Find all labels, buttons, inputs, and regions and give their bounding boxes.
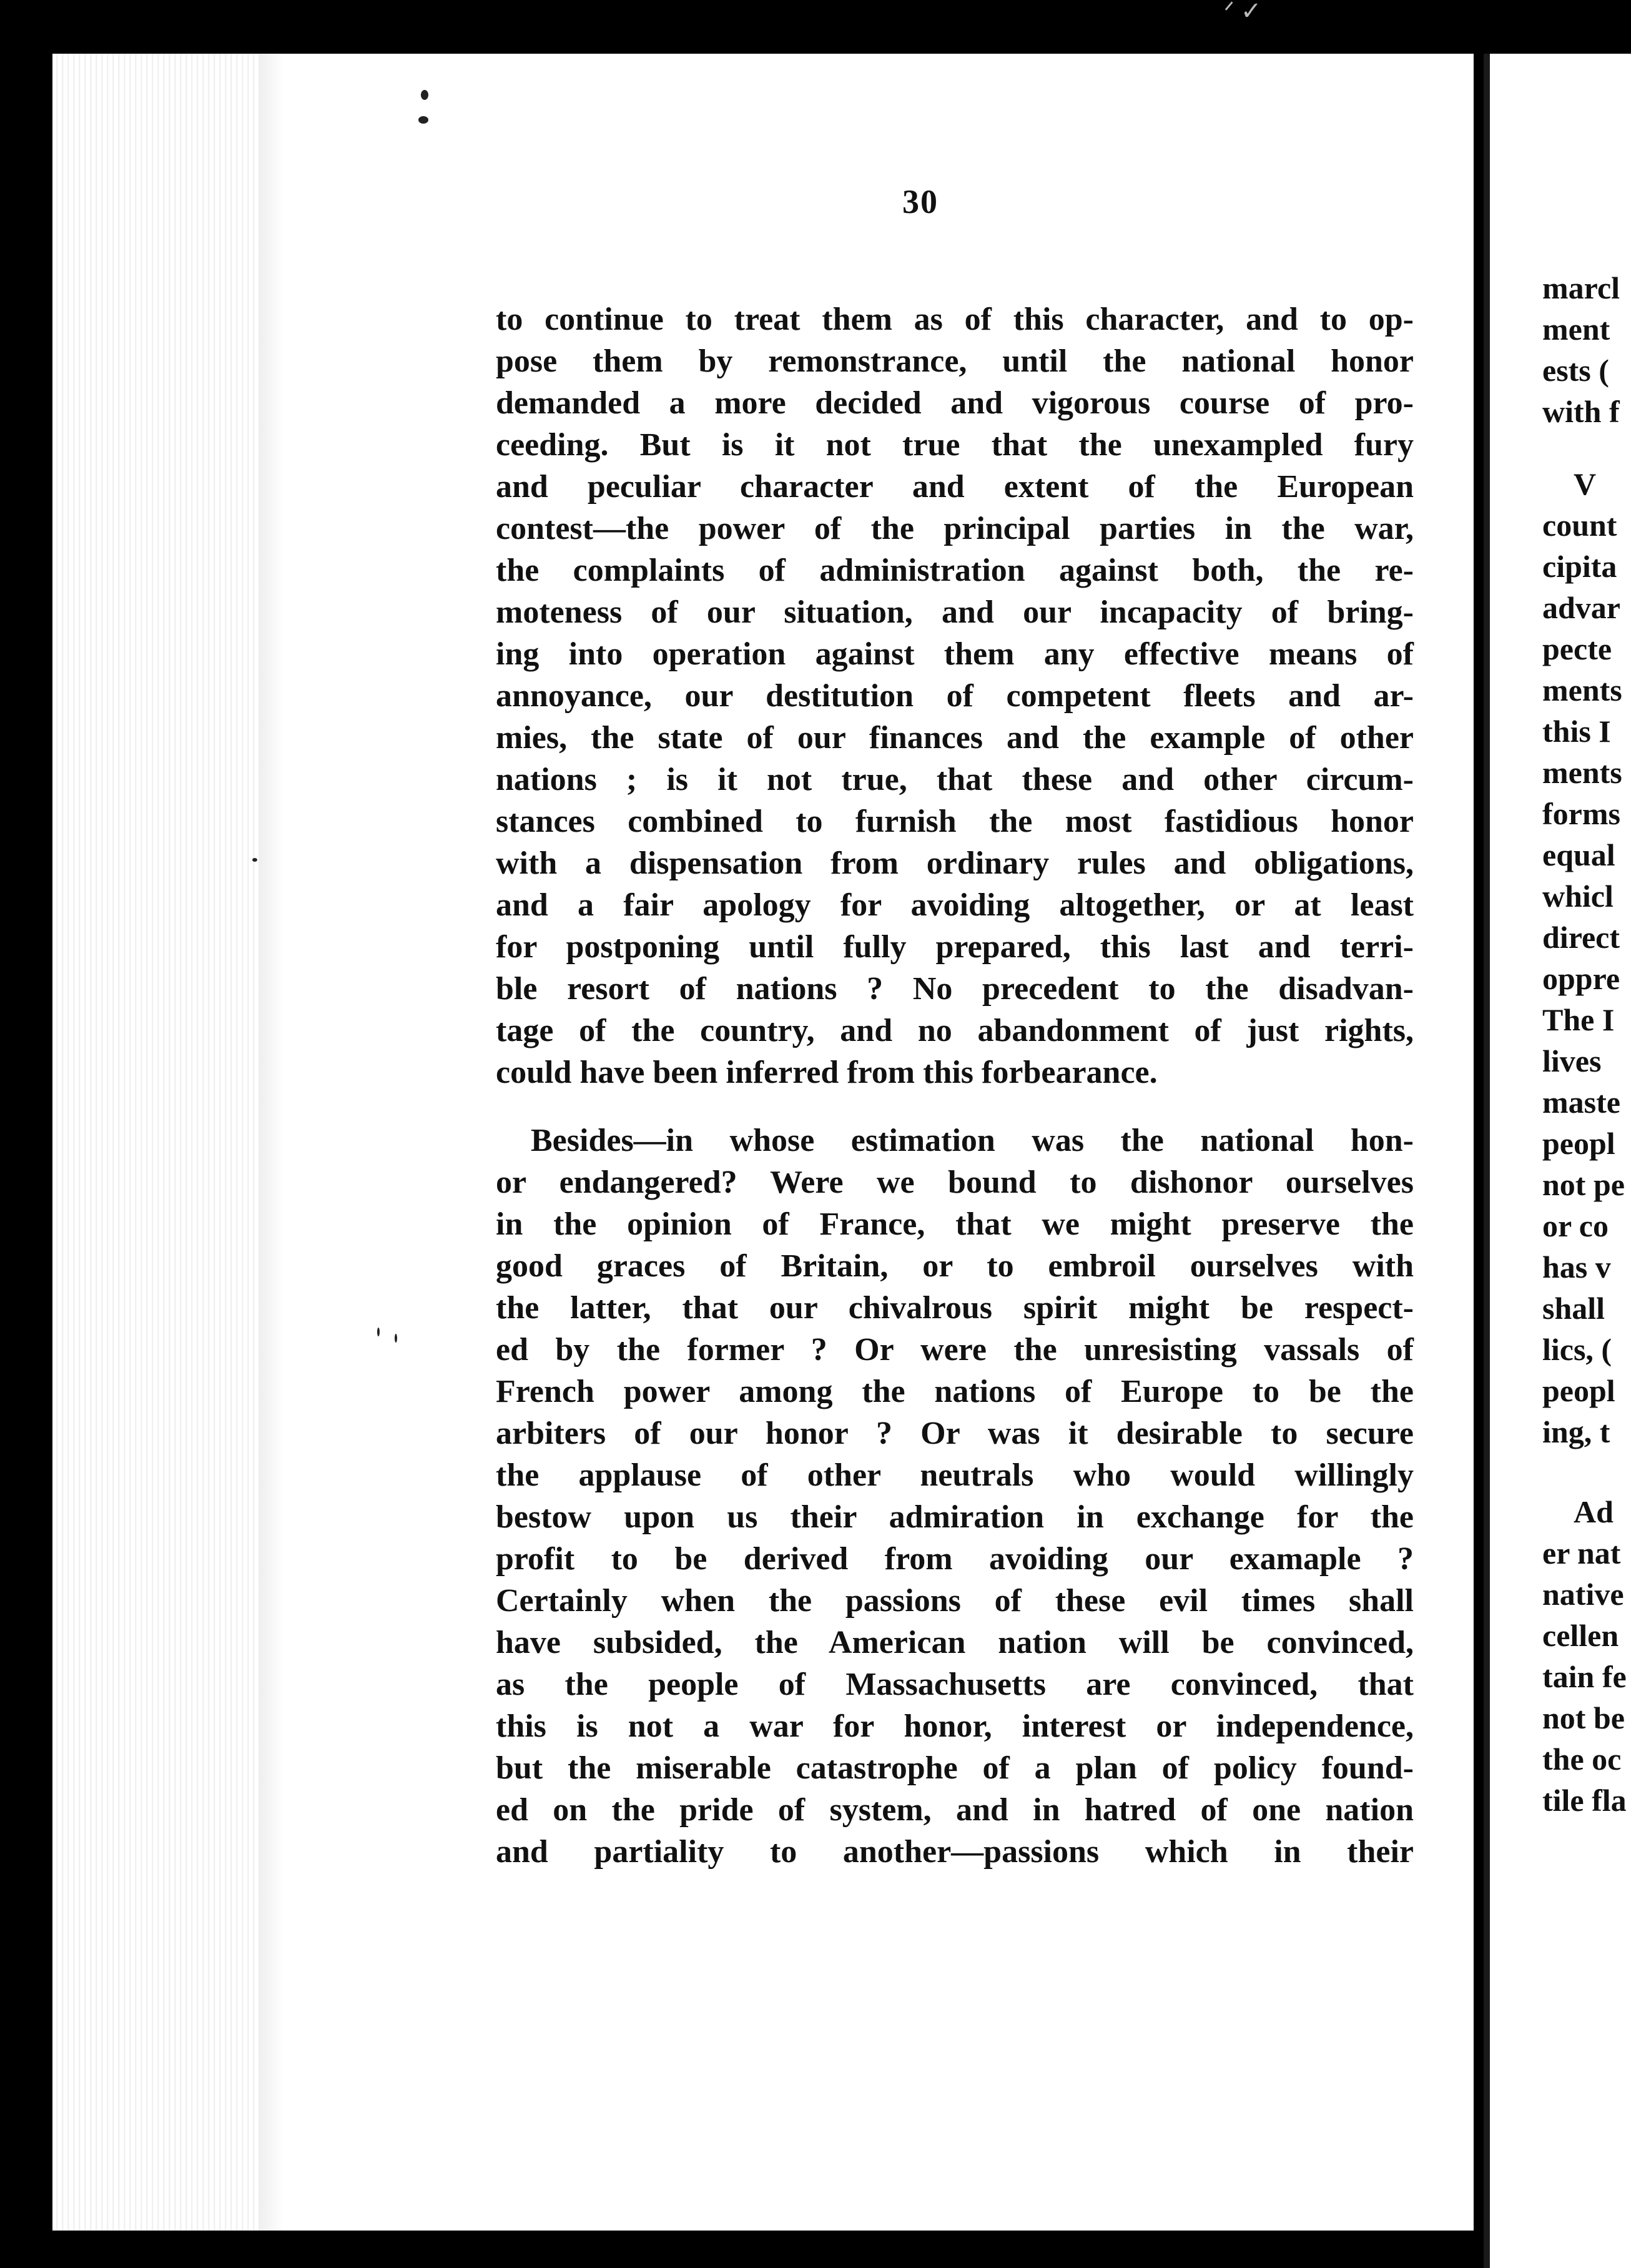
facing-line: lives	[1542, 1043, 1602, 1078]
facing-block-3	[1542, 1491, 1627, 1821]
text-line: and peculiar character and extent of the European	[496, 469, 1414, 505]
text-line: and partiality to another—passions which in their	[496, 1834, 1414, 1870]
ink-speck	[421, 90, 428, 100]
facing-line: ments	[1542, 755, 1622, 790]
facing-line: equal	[1542, 837, 1615, 872]
facing-line: advar	[1542, 590, 1620, 625]
text-line: or endangered? Were we bound to dishonor ourselves	[496, 1165, 1414, 1200]
facing-line: oppre	[1542, 961, 1620, 996]
text-line: stances combined to furnish the most fastidious honor	[496, 804, 1414, 839]
facing-line: The I	[1542, 1002, 1615, 1037]
facing-line: whicl	[1542, 879, 1614, 914]
ink-speck	[252, 858, 257, 862]
facing-line: ment	[1542, 312, 1610, 347]
text-line: demanded a more decided and vigorous course of pro-	[496, 385, 1414, 421]
page-number: 30	[902, 183, 939, 220]
text-line: the complaints of administration against both, the re-	[496, 553, 1414, 588]
scan-top-mark: ᐟ ✓	[1224, 0, 1262, 25]
facing-line: not be	[1542, 1700, 1625, 1735]
facing-line: native	[1542, 1577, 1624, 1612]
facing-line: V	[1574, 466, 1597, 501]
facing-line: shall	[1542, 1291, 1605, 1326]
page-edges	[52, 54, 265, 2231]
paragraph-gap	[496, 1093, 1414, 1120]
facing-page	[1484, 54, 1631, 2268]
text-line: to continue to treat them as of this character, and to op-	[496, 302, 1414, 337]
facing-block-1	[1542, 267, 1620, 432]
text-line: for postponing until fully prepared, this last and terri-	[496, 929, 1414, 965]
text-line: as the people of Massachusetts are convinced, that	[496, 1667, 1414, 1702]
facing-line: peopl	[1542, 1126, 1615, 1161]
text-line: French power among the nations of Europe to be the	[496, 1374, 1414, 1409]
text-line: mies, the state of our finances and the example of other	[496, 720, 1414, 756]
facing-line: cellen	[1542, 1618, 1619, 1653]
text-line: profit to be derived from avoiding our examaple ?	[496, 1541, 1414, 1577]
text-line: this is not a war for honor, interest or independence,	[496, 1708, 1414, 1744]
text-line: bestow upon us their admiration in exchange for the	[496, 1499, 1414, 1535]
facing-line: ing, t	[1542, 1414, 1610, 1449]
facing-line: ests (	[1542, 353, 1609, 388]
facing-line: count	[1542, 508, 1617, 543]
text-line: but the miserable catastrophe of a plan of policy found-	[496, 1750, 1414, 1786]
facing-line: tain fe	[1542, 1659, 1627, 1694]
page-edge-highlight	[259, 54, 283, 2231]
text-line: contest—the power of the principal parties in the war,	[496, 511, 1414, 546]
paragraph-2	[496, 1120, 1414, 1873]
facing-page-edge	[1484, 54, 1490, 2268]
facing-line: ments	[1542, 673, 1622, 708]
text-line: could have been inferred from this forbearance.	[496, 1055, 1158, 1090]
ink-speck	[377, 1328, 380, 1336]
facing-line: not pe	[1542, 1167, 1625, 1202]
facing-line: maste	[1542, 1085, 1620, 1120]
facing-line: er nat	[1542, 1536, 1621, 1570]
text-line: and a fair apology for avoiding altogether, or at least	[496, 887, 1414, 923]
text-line: ed by the former ? Or were the unresisting vassals of	[496, 1332, 1414, 1368]
text-line: Certainly when the passions of these evil times shall	[496, 1583, 1414, 1619]
text-line: the latter, that our chivalrous spirit might be respect-	[496, 1290, 1414, 1326]
text-line: have subsided, the American nation will be convinced,	[496, 1625, 1414, 1660]
facing-line: pecte	[1542, 631, 1612, 666]
text-line: tage of the country, and no abandonment of just rights,	[496, 1013, 1414, 1048]
facing-line: lics, (	[1542, 1332, 1612, 1367]
facing-line: forms	[1542, 796, 1620, 831]
text-line: in the opinion of France, that we might preserve the	[496, 1206, 1414, 1242]
text-line: ed on the pride of system, and in hatred of one nation	[496, 1792, 1414, 1828]
text-line: ceeding. But is it not true that the unexampled fury	[496, 427, 1414, 463]
facing-line: cipita	[1542, 549, 1617, 584]
text-line: the applause of other neutrals who would willingly	[496, 1457, 1414, 1493]
text-line: annoyance, our destitution of competent fleets and ar-	[496, 678, 1414, 714]
facing-line: peopl	[1542, 1373, 1615, 1408]
text-line: nations ; is it not true, that these and other circum-	[496, 762, 1414, 797]
facing-line: direct	[1542, 920, 1620, 955]
text-line: ble resort of nations ? No precedent to the disadvan-	[496, 971, 1414, 1007]
text-line: ing into operation against them any effective means of	[496, 636, 1414, 672]
facing-line: or co	[1542, 1208, 1609, 1243]
facing-line: this I	[1542, 714, 1611, 749]
ink-speck	[418, 116, 428, 124]
facing-line: Ad	[1574, 1494, 1614, 1529]
text-line: arbiters of our honor ? Or was it desirable to secure	[496, 1416, 1414, 1451]
facing-line: has v	[1542, 1250, 1611, 1284]
ink-speck	[395, 1334, 397, 1343]
text-line: good graces of Britain, or to embroil ourselves with	[496, 1248, 1414, 1284]
page-body	[496, 298, 1414, 1873]
text-line: Besides—in whose estimation was the national hon-	[531, 1123, 1414, 1158]
paragraph-1	[496, 298, 1414, 1093]
facing-line: tile fla	[1542, 1783, 1627, 1818]
facing-line: the oc	[1542, 1742, 1622, 1777]
facing-block-2	[1542, 463, 1625, 1452]
text-line: moteness of our situation, and our incapacity of bring-	[496, 594, 1414, 630]
facing-line: marcl	[1542, 270, 1620, 305]
facing-line: with f	[1542, 394, 1620, 429]
text-line: with a dispensation from ordinary rules and obligations,	[496, 846, 1414, 881]
text-line: pose them by remonstrance, until the national honor	[496, 343, 1414, 379]
